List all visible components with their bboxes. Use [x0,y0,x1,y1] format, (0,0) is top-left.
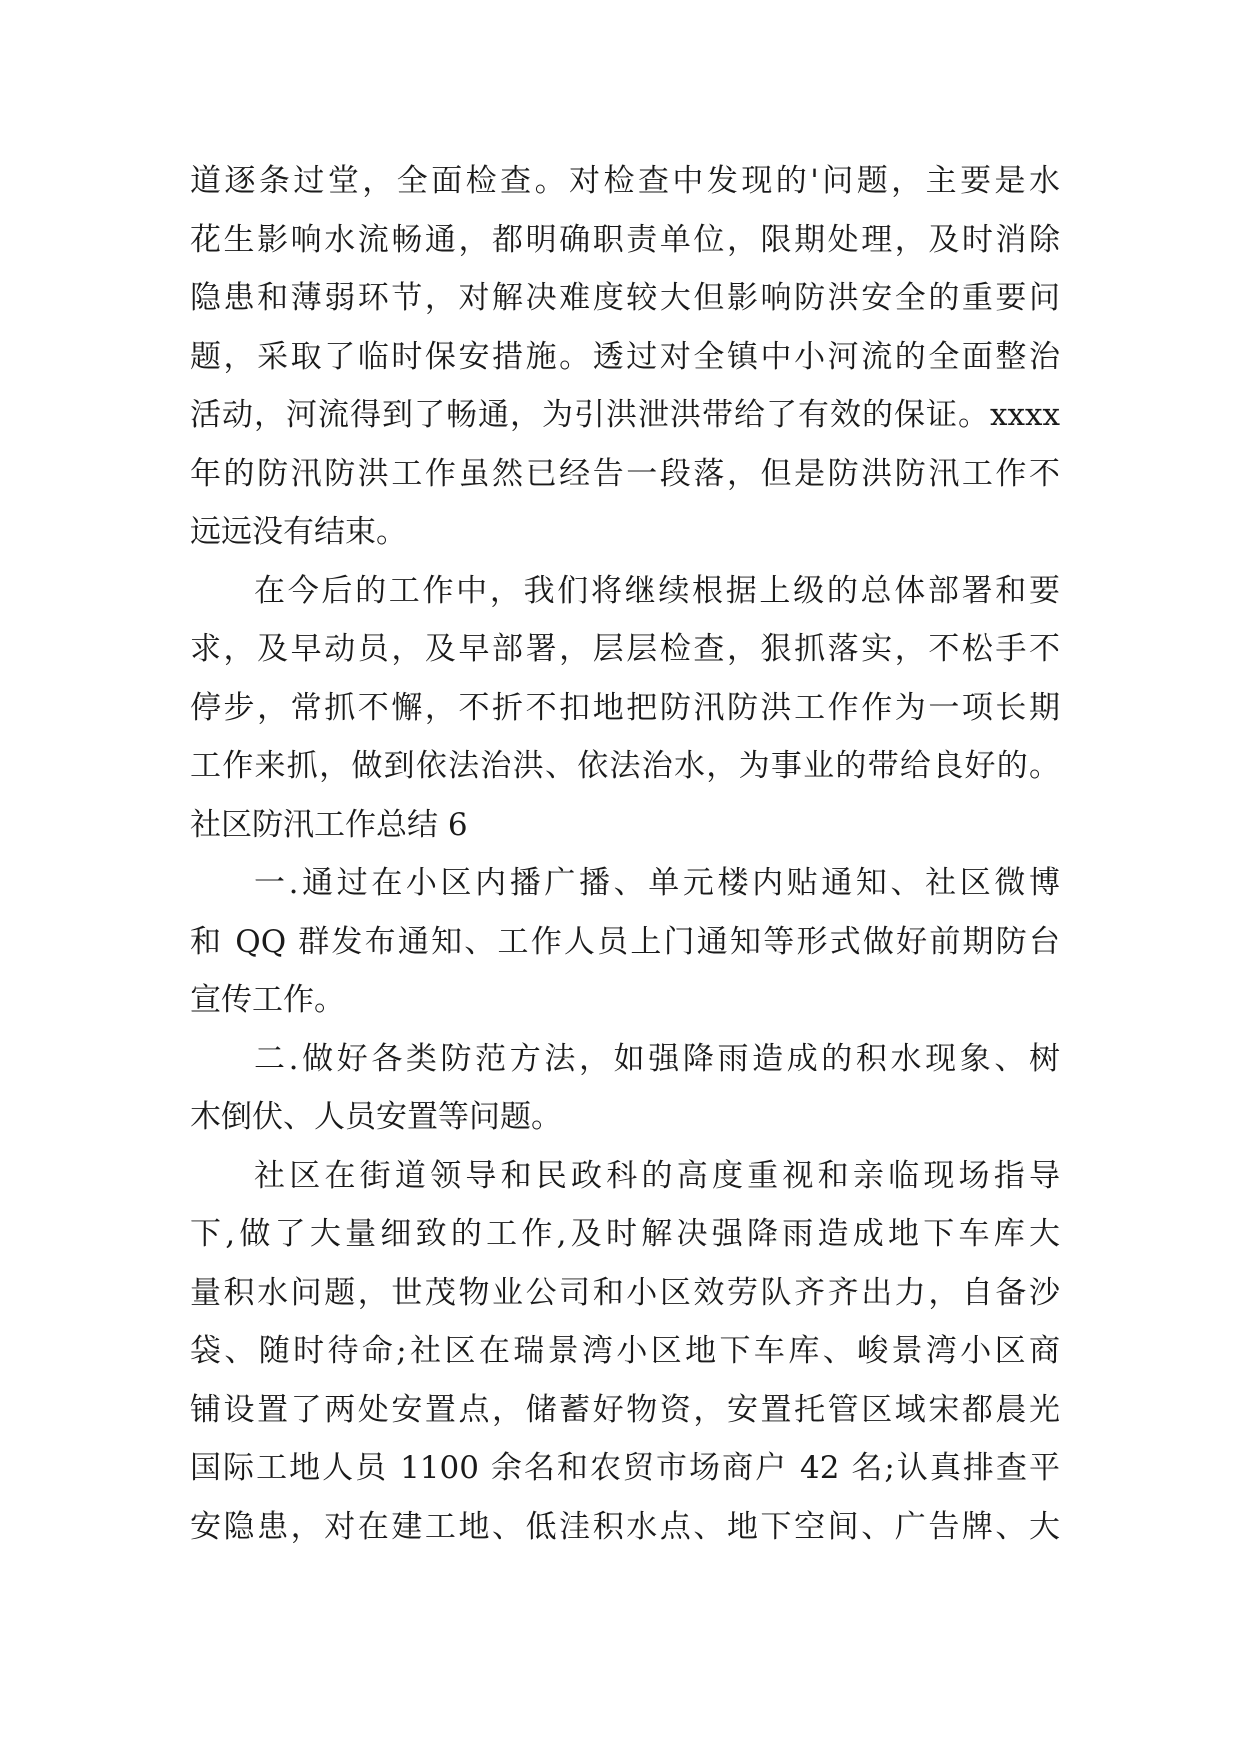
text-line: 求，及早动员，及早部署，层层检查，狠抓落实，不松手不 [190,631,1060,667]
text-line: 道逐条过堂，全面检查。对检查中发现的'问题，主要是水 [190,163,1060,199]
text-line: 年的防汛防洪工作虽然已经告一段落，但是防洪防汛工作不 [190,455,1060,492]
text-line: 安隐患，对在建工地、低洼积水点、地下空间、广告牌、大 [190,1508,1060,1545]
text-line: 木倒伏、人员安置等问题。 [190,1099,562,1135]
text-line: 下,做了大量细致的工作,及时解决强降雨造成地下车库大 [190,1216,1060,1252]
body-text [190,152,1060,1556]
text-line: 一.通过在小区内播广播、单元楼内贴通知、社区微博 [254,865,1060,901]
text-line: 国际工地人员 1100 余名和农贸市场商户 42 名;认真排查平 [190,1450,1060,1486]
text-line: 量积水问题，世茂物业公司和小区效劳队齐齐出力，自备沙 [190,1274,1060,1311]
text-line: 花生影响水流畅通，都明确职责单位，限期处理，及时消除 [190,221,1060,258]
text-line: 社区防汛工作总结 6 [190,806,468,843]
text-line: 社区在街道领导和民政科的高度重视和亲临现场指导 [254,1157,1060,1194]
text-line: 二.做好各类防范方法，如强降雨造成的积水现象、树 [254,1040,1060,1077]
text-line: 宣传工作。 [190,982,345,1018]
text-line: 隐患和薄弱环节，对解决难度较大但影响防洪安全的重要问 [190,280,1060,316]
text-line: 工作来抓，做到依法治洪、依法治水，为事业的带给良好的。 [190,748,1060,784]
text-line: 题，采取了临时保安措施。透过对全镇中小河流的全面整治 [190,338,1060,375]
text-line: 远远没有结束。 [190,514,407,550]
text-line: 袋、随时待命;社区在瑞景湾小区地下车库、峻景湾小区商 [190,1333,1060,1369]
text-line: 活动，河流得到了畅通，为引洪泄洪带给了有效的保证。xxxx [190,397,1060,433]
text-line: 和 QQ 群发布通知、工作人员上门通知等形式做好前期防台 [190,923,1060,960]
text-line: 停步，常抓不懈，不折不扣地把防汛防洪工作作为一项长期 [190,689,1060,726]
text-line: 在今后的工作中，我们将继续根据上级的总体部署和要 [254,572,1060,609]
text-line: 铺设置了两处安置点，储蓄好物资，安置托管区域宋都晨光 [190,1391,1060,1428]
